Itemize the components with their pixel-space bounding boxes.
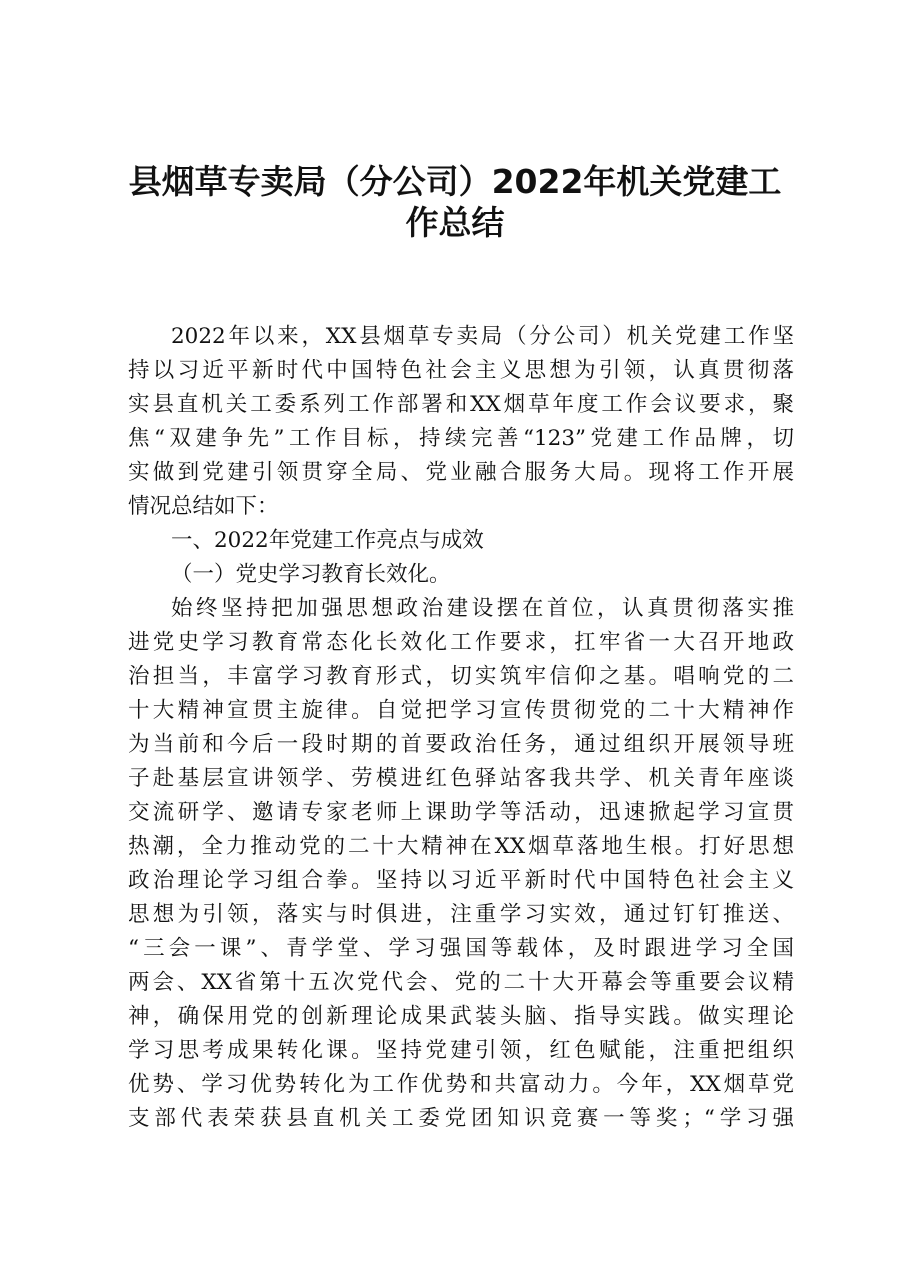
body-line: 为当前和今后一段时期的首要政治任务，通过组织开展领导班 <box>128 732 794 757</box>
body-line: 政治理论学习组合拳。坚持以习近平新时代中国特色社会主义 <box>128 868 794 893</box>
body-line: 思想为引领，落实与时俱进，注重学习实效，通过钉钉推送、 <box>128 902 794 927</box>
body-line: “三会一课”、青学堂、学习强国等载体，及时跟进学习全国 <box>128 936 794 961</box>
body-line: 两会、XX省第十五次党代会、党的二十大开幕会等重要会议精 <box>128 970 794 995</box>
body-line: 子赴基层宣讲领学、劳模进红色驿站客我共学、机关青年座谈 <box>128 766 794 791</box>
body-line: 治担当，丰富学习教育形式，切实筑牢信仰之基。唱响党的二 <box>128 664 794 689</box>
body-line: 进党史学习教育常态化长效化工作要求，扛牢省一大召开地政 <box>128 630 794 655</box>
body-line: 热潮，全力推动党的二十大精神在XX烟草落地生根。打好思想 <box>128 834 794 859</box>
intro-line: 焦“双建争先”工作目标，持续完善“123”党建工作品牌，切 <box>128 426 794 451</box>
intro-line: 情况总结如下： <box>128 494 279 519</box>
subsection-heading: （一）党史学习教育长效化。 <box>171 562 451 587</box>
intro-line: 2022年以来，XX县烟草专卖局（分公司）机关党建工作坚 <box>171 324 794 349</box>
body-line: 支部代表荣获县直机关工委党团知识竞赛一等奖；“学习强 <box>128 1106 794 1131</box>
body-line: 交流研学、邀请专家老师上课助学等活动，迅速掀起学习宣贯 <box>128 800 794 825</box>
body-line: 始终坚持把加强思想政治建设摆在首位，认真贯彻落实推 <box>171 596 794 621</box>
body-line: 学习思考成果转化课。坚持党建引领，红色赋能，注重把组织 <box>128 1038 794 1063</box>
document-title-line-2: 作总结 <box>405 203 505 242</box>
body-line: 十大精神宣贯主旋律。自觉把学习宣传贯彻党的二十大精神作 <box>128 698 794 723</box>
body-line: 优势、学习优势转化为工作优势和共富动力。今年，XX烟草党 <box>128 1072 794 1097</box>
intro-line: 实县直机关工委系列工作部署和XX烟草年度工作会议要求，聚 <box>128 392 794 417</box>
intro-line: 持以习近平新时代中国特色社会主义思想为引领，认真贯彻落 <box>128 358 794 383</box>
intro-line: 实做到党建引领贯穿全局、党业融合服务大局。现将工作开展 <box>128 460 794 485</box>
body-line: 神，确保用党的创新理论成果武装头脑、指导实践。做实理论 <box>128 1004 794 1029</box>
document-title-line-1: 县烟草专卖局（分公司）2022年机关党建工 <box>128 162 782 201</box>
section-heading: 一、2022年党建工作亮点与成效 <box>171 528 484 553</box>
